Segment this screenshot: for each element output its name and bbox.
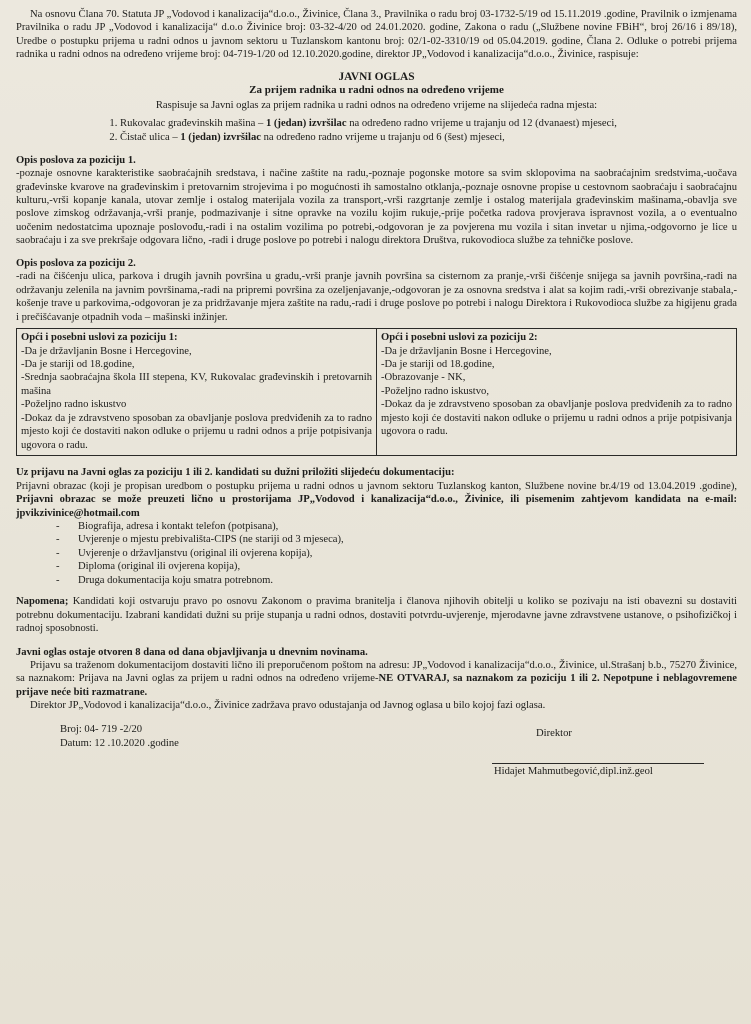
document-item: - Uvjerenje o državljanstvu (original ili ovjerena kopija), xyxy=(56,547,737,560)
condition-item: -Dokaz da je zdravstveno sposoban za obavljanje poslova predviđenih za to radno mjesto koji će dostaviti nakon odluke o prijemu u radni odnos a prije potpisivanja ugovora o radu. xyxy=(381,399,732,438)
documents-list xyxy=(16,520,737,587)
conditions-table xyxy=(16,328,737,456)
submission-text: Prijavu sa traženom dokumentacijom dostaviti lično ili preporučenom poštom na adresu: JP„Vodovod i kanalizacija“d.o.o., Živinice, ul.Strašanj b.b., 75270 Živinice, sa naznakom: Prijava na Javni oglas za prijem u radni odnos na određeno vrijeme-NE OTVARAJ, sa naznakom za poziciju 1 ili 2. Nepotpune i neblagovremene prijave neće biti razmatrane. xyxy=(16,660,737,698)
condition-item: -Poželjno radno iskustvo, xyxy=(381,385,489,397)
position-2-heading: Opis poslova za poziciju 2. xyxy=(16,257,136,269)
document-item: - Biografija, adresa i kontakt telefon (potpisana), xyxy=(56,520,737,533)
position-1-description: -poznaje osnovne karakteristike saobraćajnih sredstava, i načine zaštite na radu,-poznaje pogonske motore sa svim sklopovima na saobraćajnim sredstvima,-uočava građevinske kvarove na građevinskim i pretovarnim strojevima i po mogućnosti ih samostalno otklanja,-poznaje osnovne propise u cestovnom saobraćaju i saobraćajnu kulturu,-vrši kopanje kanala, utovar zemlje i ostalog materijala vozila za transport,-vrši razgrtanje zemlje i ostalog materijala građevinskim mašinama,-obavlja sve poslove zimskog održavanja,-vrši pranje, podmazivanje i sitne opravke na vozilu kojim rukuje,-prije početka radova provjerava ispravnost vozila, a o eventualno uočenim nedostatcima upoznaje poslovođu,-radi i na ostalim vozilima po potrebi,-odgovoran je za povjerena mu vozila i sitan invetar u njima,-odgovorno je lice u saobraćaju i za sve prekršaje odgovara lično, -radi i druge poslove po potrebi i nalogu direktora Društva, rukovodioca službe za tehničke poslove. xyxy=(16,168,737,247)
position-2-description: -radi na čišćenju ulica, parkova i drugih javnih površina u gradu,-vrši pranje javnih površina sa cisternom za pranje,-vrši čišćenje snijega sa javnih površina,-radi na održavanju zelenila na javnim površinama,-radi na pripremi površina za ozeljenjavanje,-odgovoran je za osnovna sredstva i alat sa kojim radi,-vrši obrezivanje stabala,-košenje trave u parkovima,-odgovoran je za pridržavanje mjera zaštite na radu,-radi i druge poslove po potrebi i nalogu Direktora i Rukovodioca službe za higijenu grada i prečišćavanje otpadnih voda – mašinski inžinjer. xyxy=(16,271,737,323)
document-subtitle: Za prijem radnika u radni odnos na određeno vrijeme xyxy=(249,84,504,97)
position-1-heading: Opis poslova za poziciju 1. xyxy=(16,154,136,166)
document-title: JAVNI OGLAS xyxy=(338,70,415,83)
condition-item: -Da je stariji od 18.godine, xyxy=(381,358,495,370)
condition-item: -Da je državljanin Bosne i Hercegovine, xyxy=(21,345,192,357)
document-item: - Druga dokumentacija koju smatra potrebnom. xyxy=(56,574,737,587)
conditions-1-heading: Opći i posebni uslovi za poziciju 1: xyxy=(21,332,178,344)
conditions-position-1 xyxy=(17,329,377,456)
document-item: - Diploma (original ili ovjerena kopija), xyxy=(56,560,737,573)
document-item: - Uvjerenje o mjestu prebivališta-CIPS (ne stariji od 3 mjeseca), xyxy=(56,533,737,546)
condition-item: -Da je stariji od 18.godine, xyxy=(21,358,135,370)
positions-list xyxy=(16,117,737,145)
condition-item: -Obrazovanje - NK, xyxy=(381,372,466,384)
position-item: 2. Čistač ulica – 1 (jedan) izvršilac na određeno radno vrijeme u trajanju od 6 (šest) mjeseci, xyxy=(120,131,737,144)
open-period-heading: Javni oglas ostaje otvoren 8 dana od dana objavljivanja u dnevnim novinama. xyxy=(16,646,368,658)
condition-item: -Dokaz da je zdravstveno sposoban za obavljanje poslova predviđenih za to radno mjesto koji će dostaviti nakon odluke o prijemu u radni odnos a prije potpisivanja ugovora o radu. xyxy=(21,412,372,451)
document-footer xyxy=(16,723,737,803)
conditions-position-2 xyxy=(377,329,737,456)
condition-item: -Da je državljanin Bosne i Hercegovine, xyxy=(381,345,552,357)
reference-number: Broj: 04- 719 -2/20 xyxy=(60,723,143,735)
note-label: Napomena; xyxy=(16,596,69,608)
note-paragraph xyxy=(16,595,737,635)
documents-heading: Uz prijavu na Javni oglas za poziciju 1 ili 2. kandidati su dužni priložiti slijedeću dokumentaciju: xyxy=(16,467,455,479)
director-label: Direktor xyxy=(536,727,572,739)
documents-text: Prijavni obrazac (koji je propisan uredbom o postupku prijema u radni odnos u javnom sektoru Tuzlanskog kanton, Službene novine br.4/19 od 13.04.2019 .godine), Prijavni obrazac se može preuzeti lično u prostorijama JP„Vodovod i kanalizacija“d.o.o., Živinice, ili pisemenim zahtjevom kandidata na e-mail: jpvikzivinice@hotmail.com xyxy=(16,480,737,519)
note-text: Kandidati koji ostvaruju pravo po osnovu Zakonom o pravima branitelja i članova njihovih obitelji u koliko se pozivaju na isti obavezni su dostaviti potrebnu dokumentaciju. Izabrani kandidati dužni su prije stupanja u radni odnos, dostaviti potvrdu-uvjerenje, mjerodavne javne zdravstvene ustanove, o psihofizičkoj i radnoj sposobnosti. xyxy=(16,596,737,635)
intro-paragraph: Na osnovu Člana 70. Statuta JP „Vodovod i kanalizacija“d.o.o., Živinice, Člana 3., Pravilnika o radu broj 03-1732-5/19 od 15.11.2019 .godine, Pravilnik o izmjenama Pravilnika o radu JP „Vodovod i kanalizacija“ d.o.o Živinice broj: 03-32-4/20 od 24.01.2020. godine, Zakona o radu („Službene novine FBiH“, broj 26/16 i 89/18), Uredbe o postupku prijema u radni odnos u javnom sektoru u Tuzlanskom kantonu broj: 02/1-02-3310/19 od 05.04.2019. godine, Člana 2. Odluke o potrebi prijema radnika u radni odnos na određeno vrijeme broj: 04-719-1/20 od 12.10.2020.godine, direktor JP„Vodovod i kanalizacija“d.o.o., Živinice, raspisuje: xyxy=(16,9,737,61)
director-reserve-text: Direktor JP„Vodovod i kanalizacija“d.o.o., Živinice zadržava pravo odustajanja od Javnog oglasa u bilo kojoj fazi oglasa. xyxy=(30,700,546,712)
document-date: Datum: 12 .10.2020 .godine xyxy=(60,737,179,749)
condition-item: -Srednja saobraćajna škola III stepena, KV, Rukovalac građevinskih i pretovarnih mašina xyxy=(21,372,372,397)
director-name: Hidajet Mahmutbegović,dipl.inž.geol xyxy=(494,765,653,777)
conditions-2-heading: Opći i posebni uslovi za poziciju 2: xyxy=(381,332,538,344)
condition-item: -Poželjno radno iskustvo xyxy=(21,399,127,411)
lead-sentence: Raspisuje sa Javni oglas za prijem radnika u radni odnos na određeno vrijeme na slijedeća radna mjesta: xyxy=(155,100,598,112)
position-item: 1. Rukovalac građevinskih mašina – 1 (jedan) izvršilac na određeno radno vrijeme u trajanju od 12 (dvanaest) mjeseci, xyxy=(120,117,737,130)
signature-line xyxy=(492,763,704,764)
